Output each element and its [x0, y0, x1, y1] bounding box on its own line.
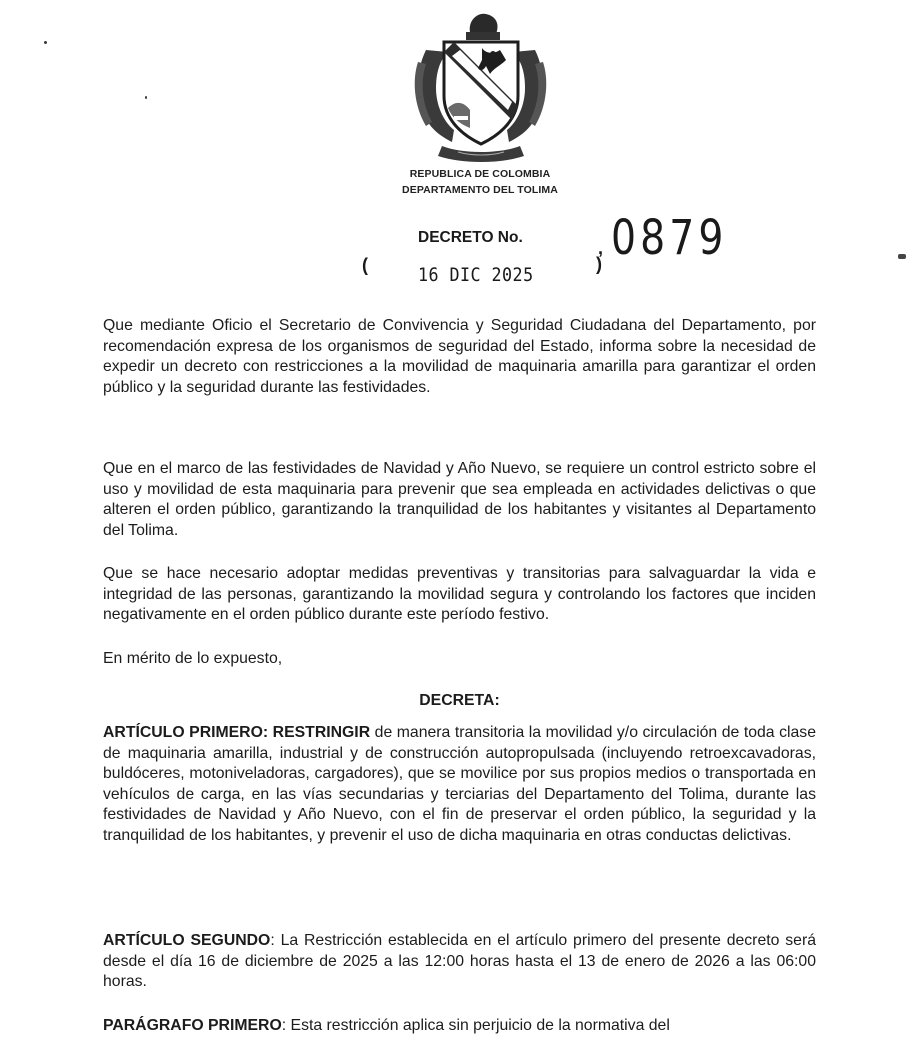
paragrafo-primero-lead: PARÁGRAFO PRIMERO [103, 1017, 282, 1034]
article-primero [103, 723, 816, 847]
number-comma: , [598, 238, 604, 258]
header-country: REPUBLICA DE COLOMBIA [409, 168, 551, 180]
decree-label: DECRETO No. [418, 229, 523, 246]
scan-speck [44, 41, 47, 44]
paragraph-2: Que en el marco de las festividades de Navidad y Año Nuevo, se requiere un control estricto sobre el uso y movilidad de esta maquinaria para prevenir que sea empleada en actividades delictivas o que alteren el orden público, garantizando la tranquilidad de los habitantes y visitantes al Departamento del Tolima. [103, 460, 816, 539]
paragraph-4: En mérito de lo expuesto, [103, 650, 283, 667]
paragrafo-primero-text: : Esta restricción aplica sin perjuicio de la normativa del [281, 1017, 670, 1034]
open-paren: ( [362, 255, 368, 275]
paragraph-1: Que mediante Oficio el Secretario de Convivencia y Seguridad Ciudadana del Departamento, por recomendación expresa de los organismos de seguridad del Estado, informa sobre la necesidad de expedir un decreto con restricciones a la movilidad de maquinaria amarilla para garantizar el orden público y la seguridad durante las festividades. [103, 317, 816, 396]
article-segundo [103, 931, 816, 993]
header-department: DEPARTAMENTO DEL TOLIMA [402, 184, 558, 196]
scan-speck [145, 96, 147, 99]
decreta-heading: DECRETA: [419, 692, 500, 709]
article-primero-lead: ARTÍCULO PRIMERO: RESTRINGIR [103, 724, 371, 741]
article-primero-text: de manera transitoria la movilidad y/o circulación de toda clase de maquinaria amarilla, industrial y de construcción autopropulsada (incluyendo retroexcavadoras, buldóceres, motoniveladoras, cargadores), que se movilice por sus propios medios o transportada en vehículos de carga, en las vías secundarias y terciarias del Departamento del Tolima, durante las festividades de Navidad y Año Nuevo, con el fin de preservar el orden público, la seguridad y la tranquilidad de los habitantes, y prevenir el uso de dicha maquinaria en otras conductas delictivas. [103, 724, 816, 844]
article-segundo-text: : La Restricción establecida en el artículo primero del presente decreto será desde el día 16 de diciembre de 2025 a las 12:00 horas hasta el 13 de enero de 2026 a las 06:00 horas. [103, 932, 816, 991]
close-paren: ) [596, 254, 602, 274]
paragrafo-primero [103, 1016, 816, 1037]
decree-date-stamp: 16 DIC 2025 [418, 264, 534, 286]
paragraph-3: Que se hace necesario adoptar medidas preventivas y transitorias para salvaguardar la vida e integridad de las personas, garantizando la movilidad segura y controlando los factores que inciden negativamente en el orden público durante este período festivo. [103, 565, 816, 624]
coat-of-arms-icon [408, 10, 553, 165]
article-segundo-lead: ARTÍCULO SEGUNDO [103, 932, 271, 949]
scan-edge-mark [898, 254, 906, 259]
decree-number: 0879 [611, 210, 728, 266]
